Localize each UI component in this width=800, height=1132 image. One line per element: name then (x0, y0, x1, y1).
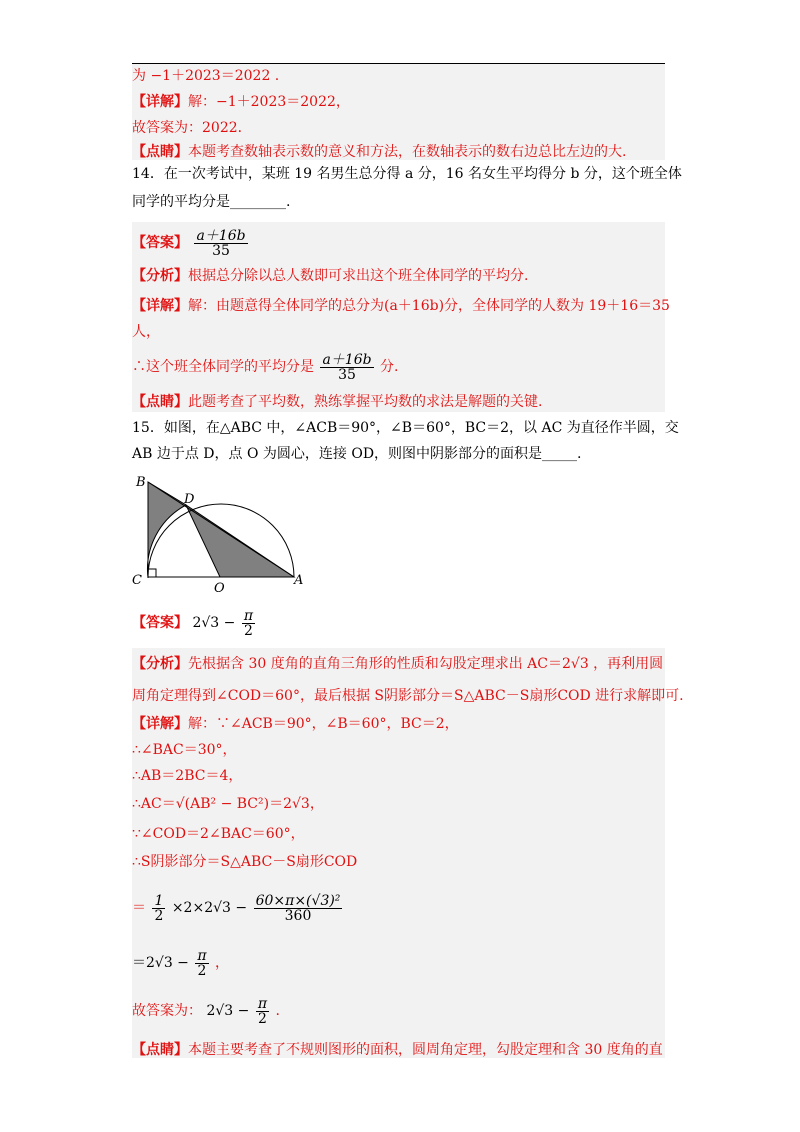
final-answer-value: 2√3 − (206, 1003, 250, 1019)
label-D: D (184, 492, 195, 507)
q14-detail-line1 (132, 296, 670, 316)
fraction-numerator: a＋16b (322, 351, 372, 368)
q15-analysis-line2: 周角定理得到∠COD＝60°，最后根据 S阴影部分＝S△ABC－S扇形COD 进行求解即可. (132, 688, 684, 704)
q13-comment (132, 142, 626, 162)
comment-tag: 【点睛】 (132, 1042, 188, 1058)
fraction-numerator: π (257, 995, 268, 1012)
shaded-region-left (147, 482, 186, 578)
q13-line1: 为 −1＋2023＝2022 . (132, 68, 280, 84)
fraction-denominator: 35 (338, 366, 356, 383)
q15-detail-line2: ∴∠BAC＝30°， (132, 742, 237, 758)
q15-answer (132, 606, 257, 640)
fraction-numerator: 60×π×(√3)² (255, 892, 341, 909)
q15-detail-line5: ∵∠COD＝2∠BAC＝60°， (132, 826, 305, 842)
sector-fraction (254, 894, 343, 923)
label-B: B (136, 475, 146, 490)
comment-text: 本题主要考查了不规则图形的面积，圆周角定理，勾股定理和含 30 度角的直 (188, 1042, 663, 1058)
product-term: ×2×2√3 − (171, 900, 248, 916)
detail-tag: 【详解】 (132, 94, 188, 110)
detail-text-end: 分. (380, 359, 399, 375)
q15-detail-line6: ∴S阴影部分＝S△ABC－S扇形COD (132, 854, 358, 870)
result-term: ＝2√3 − (132, 955, 189, 971)
equals-sign: ＝ (132, 900, 146, 916)
answer-tag: 【答案】 (132, 615, 188, 631)
fraction-numerator: 1 (154, 892, 164, 909)
q14-detail-line3 (132, 350, 398, 384)
q15-detail-line8 (132, 946, 229, 980)
analysis-text: 先根据含 30 度角的直角三角形的性质和勾股定理求出 AC＝2√3 ，再利用圆 (188, 656, 664, 672)
detail-text: 解：由题意得全体同学的总分为(a＋16b)分，全体同学的人数为 19＋16＝35 (188, 298, 670, 314)
answer-value: 2√3 − (192, 615, 236, 631)
analysis-tag: 【分析】 (132, 656, 188, 672)
label-O: O (214, 581, 225, 596)
q15-final-answer (132, 994, 280, 1028)
detail-tag: 【详解】 (132, 716, 188, 732)
fraction-numerator: π (197, 947, 207, 964)
q13-detail (132, 92, 350, 112)
q14-answer (132, 226, 250, 260)
q14-analysis (132, 266, 528, 286)
fraction-numerator: a＋16b (196, 227, 246, 244)
q15-detail-line7 (132, 888, 344, 928)
comment-text: 此题考查了平均数，熟练掌握平均数的求法是解题的关键. (188, 394, 543, 410)
q14-stem-line2: 同学的平均分是________. (132, 194, 291, 210)
comment-tag: 【点睛】 (132, 144, 188, 160)
q14-comment (132, 392, 542, 412)
analysis-text: 根据总分除以总人数即可求出这个班全体同学的平均分. (188, 268, 529, 284)
q15-detail-line4: ∴AC＝√(AB² − BC²)＝2√3， (132, 796, 324, 812)
final-answer-label: 故答案为： (132, 1003, 202, 1019)
result-fraction (195, 949, 208, 978)
detail-text: 解：∵∠ACB＝90°，∠B＝60°，BC＝2， (188, 716, 459, 732)
detail-tag: 【详解】 (132, 298, 188, 314)
comment-tag: 【点睛】 (132, 394, 188, 410)
average-fraction (320, 353, 373, 382)
analysis-tag: 【分析】 (132, 268, 188, 284)
right-angle-mark (148, 569, 156, 577)
q15-stem-line2: AB 边于点 D，点 O 为圆心，连接 OD，则图中阴影部分的面积是_____. (132, 446, 582, 462)
geometry-figure (128, 470, 308, 596)
fraction-numerator: π (243, 607, 254, 624)
detail-text: 解：−1＋2023＝2022， (188, 94, 350, 110)
fraction-denominator: 2 (154, 907, 164, 924)
q15-analysis-line1 (132, 654, 663, 674)
label-A: A (294, 573, 304, 588)
q15-stem-line1: 15．如图，在△ABC 中，∠ACB＝90°，∠B＝60°，BC＝2，以 AC 为直径作半圆，交 (132, 420, 679, 436)
detail-text: ∴这个班全体同学的平均分是 (132, 359, 314, 375)
q15-detail-line3: ∴AB＝2BC＝4， (132, 768, 243, 784)
fraction-denominator: 2 (197, 962, 207, 979)
q14-stem-line1: 14．在一次考试中，某班 19 名男生总分得 a 分，16 名女生平均得分 b 分，这个班全体 (132, 166, 682, 182)
q13-answer-line: 故答案为：2022． (132, 120, 252, 136)
period: . (275, 1003, 280, 1019)
fraction-denominator: 35 (212, 242, 230, 259)
fraction-denominator: 2 (257, 1010, 267, 1027)
comma: ， (215, 955, 230, 971)
comment-text: 本题考查数轴表示数的意义和方法，在数轴表示的数右边总比左边的大. (188, 144, 627, 160)
q15-comment (132, 1040, 663, 1060)
final-answer-fraction (256, 997, 269, 1026)
answer-tag: 【答案】 (132, 235, 188, 251)
answer-fraction (194, 229, 247, 258)
fraction-denominator: 2 (243, 622, 253, 639)
q14-detail-line2: 人， (132, 324, 160, 340)
answer-fraction (242, 609, 255, 638)
half-fraction (152, 894, 165, 923)
label-C: C (132, 573, 142, 588)
fraction-denominator: 360 (284, 907, 312, 924)
q15-detail-line1 (132, 714, 459, 734)
